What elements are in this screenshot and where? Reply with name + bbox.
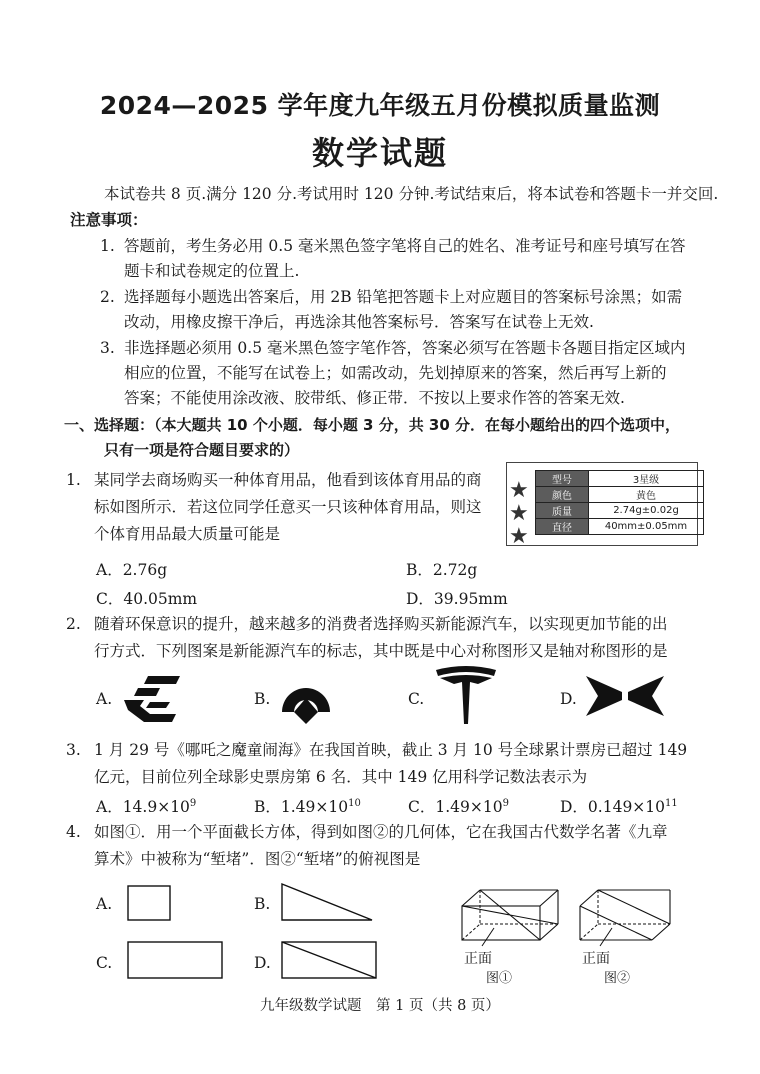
figure-2-caption: 图② (604, 971, 631, 986)
logo-c-icon (434, 664, 498, 726)
logo-d-icon (584, 674, 666, 718)
notice-item-2-line-2: 改动，用橡皮擦干净后，再选涂其他答案标号．答案写在试卷上无效. (124, 313, 594, 331)
q3-number: 3. (66, 741, 81, 759)
notice-item-2-num: 2. (100, 288, 115, 306)
q4-option-d-figure (280, 940, 380, 982)
product-spec-table (535, 470, 704, 535)
logo-a-icon (120, 672, 184, 724)
spec-value: 40mm±0.05mm (589, 519, 704, 535)
table-row (536, 503, 704, 519)
section-1-heading: 一、选择题：（本大题共 10 个小题．每小题 3 分，共 30 分．在每小题给出的四个选项中， (64, 416, 681, 434)
q1-option-b: B．2.72g (406, 561, 478, 579)
page-footer: 九年级数学试题 第 1 页（共 8 页） (260, 998, 500, 1014)
front-arrow-icon (478, 926, 498, 950)
q3-option-c-base: C．1.49×10 (408, 798, 503, 816)
q3-option-d-exponent: 11 (665, 797, 678, 809)
q1-option-d: D．39.95mm (406, 590, 508, 608)
notice-item-2-line-1: 选择题每小题选出答案后，用 2B 铅笔把答题卡上对应题目的答案标号涂黑；如需 (124, 288, 683, 306)
q4-label-a: A. (96, 895, 113, 913)
q3-option-b (254, 795, 361, 817)
q1-line-2: 标如图所示．若这位同学任意买一只该种体育用品，则这 (94, 498, 482, 516)
star-icon: ★ (509, 501, 529, 526)
spec-key: 颜色 (536, 487, 589, 503)
table-row (536, 519, 704, 535)
q2-label-d: D. (560, 690, 577, 708)
q2-label-c: C. (408, 690, 425, 708)
figure-2-front-label: 正面 (582, 951, 610, 967)
notice-item-3-line-3: 答案；不能使用涂改液、胶带纸、修正带．不按以上要求作答的答案无效. (124, 389, 625, 407)
spec-key: 型号 (536, 471, 589, 487)
q4-line-1: 如图①．用一个平面截长方体，得到如图②的几何体，它在我国古代数学名著《九章 (94, 823, 668, 841)
notice-heading: 注意事项： (70, 211, 148, 229)
q4-option-a-figure (126, 884, 174, 924)
q3-option-c (408, 795, 509, 817)
spec-key: 质量 (536, 503, 589, 519)
q4-label-b: B. (254, 895, 271, 913)
spec-value: 3星级 (589, 471, 704, 487)
q3-option-c-exponent: 9 (502, 797, 509, 809)
table-row (536, 471, 704, 487)
table-row (536, 487, 704, 503)
q3-option-a-exponent: 9 (189, 797, 197, 809)
q1-number: 1. (66, 471, 81, 489)
q1-option-a: A．2.76g (96, 561, 168, 579)
q4-number: 4. (66, 823, 81, 841)
q2-label-b: B. (254, 690, 271, 708)
q4-line-2: 算术》中被称为“堑堵”．图②“堑堵”的俯视图是 (94, 850, 421, 868)
q2-number: 2. (66, 615, 81, 633)
figure-1-cuboid (456, 884, 564, 946)
figure-1-caption: 图① (486, 971, 513, 986)
q3-option-b-exponent: 10 (348, 797, 361, 809)
q3-line-2: 亿元，目前位列全球影史票房第 6 名．其中 149 亿用科学记数法表示为 (94, 768, 588, 786)
spec-key: 直径 (536, 519, 589, 535)
notice-item-3-line-2: 相应的位置，不能写在试卷上；如需改动，先划掉原来的答案，然后再写上新的 (124, 364, 667, 382)
q3-option-a-base: A．14.9×10 (96, 798, 190, 816)
q2-line-2: 行方式．下列图案是新能源汽车的标志，其中既是中心对称图形又是轴对称图形的是 (94, 642, 668, 660)
exam-title: 2024—2025 学年度九年级五月份模拟质量监测 (99, 91, 661, 120)
q4-option-c-figure (126, 940, 226, 982)
q1-option-c: C．40.05mm (96, 590, 198, 608)
notice-item-3-num: 3. (100, 339, 115, 357)
exam-subject-title: 数学试题 (311, 134, 448, 172)
q3-line-1: 1 月 29 号《哪吒之魔童闹海》在我国首映，截止 3 月 10 号全球累计票房已超过 149 (94, 741, 688, 759)
notice-item-3-line-1: 非选择题必须用 0.5 毫米黑色签字笔作答，答案必须写在答题卡各题目指定区域内 (124, 339, 686, 357)
q3-option-b-base: B．1.49×10 (254, 798, 349, 816)
figure-2-qiandu (576, 884, 676, 946)
q2-line-1: 随着环保意识的提升，越来越多的消费者选择购买新能源汽车，以实现更加节能的出 (94, 615, 668, 633)
q3-option-d (560, 795, 678, 817)
q3-option-d-base: D．0.149×10 (560, 798, 666, 816)
notice-item-1-num: 1. (100, 237, 115, 255)
q1-line-3: 个体育用品最大质量可能是 (94, 525, 281, 543)
figure-1-front-label: 正面 (464, 951, 492, 967)
q4-label-c: C. (96, 954, 113, 972)
intro-text: 本试卷共 8 页.满分 120 分.考试用时 120 分钟.考试结束后，将本试卷和答题卡一并交回. (104, 185, 719, 203)
q4-label-d: D. (254, 954, 271, 972)
q2-label-a: A. (96, 690, 113, 708)
star-icon: ★ (509, 478, 529, 503)
notice-item-1-line-1: 答题前，考生务必用 0.5 毫米黑色签字笔将自己的姓名、准考证号和座号填写在答 (124, 237, 686, 255)
spec-value: 2.74g±0.02g (589, 503, 704, 519)
notice-item-1-line-2: 题卡和试卷规定的位置上. (124, 262, 300, 280)
q3-option-a (96, 795, 196, 817)
section-1-heading-cont: 只有一项是符合题目要求的） (104, 441, 300, 459)
spec-value: 黄色 (589, 487, 704, 503)
logo-b-icon (278, 668, 334, 726)
q1-line-1: 某同学去商场购买一种体育用品，他看到该体育用品的商 (94, 471, 482, 489)
star-icon: ★ (509, 524, 529, 549)
front-arrow-icon (596, 926, 616, 950)
q4-option-b-figure (280, 882, 376, 924)
